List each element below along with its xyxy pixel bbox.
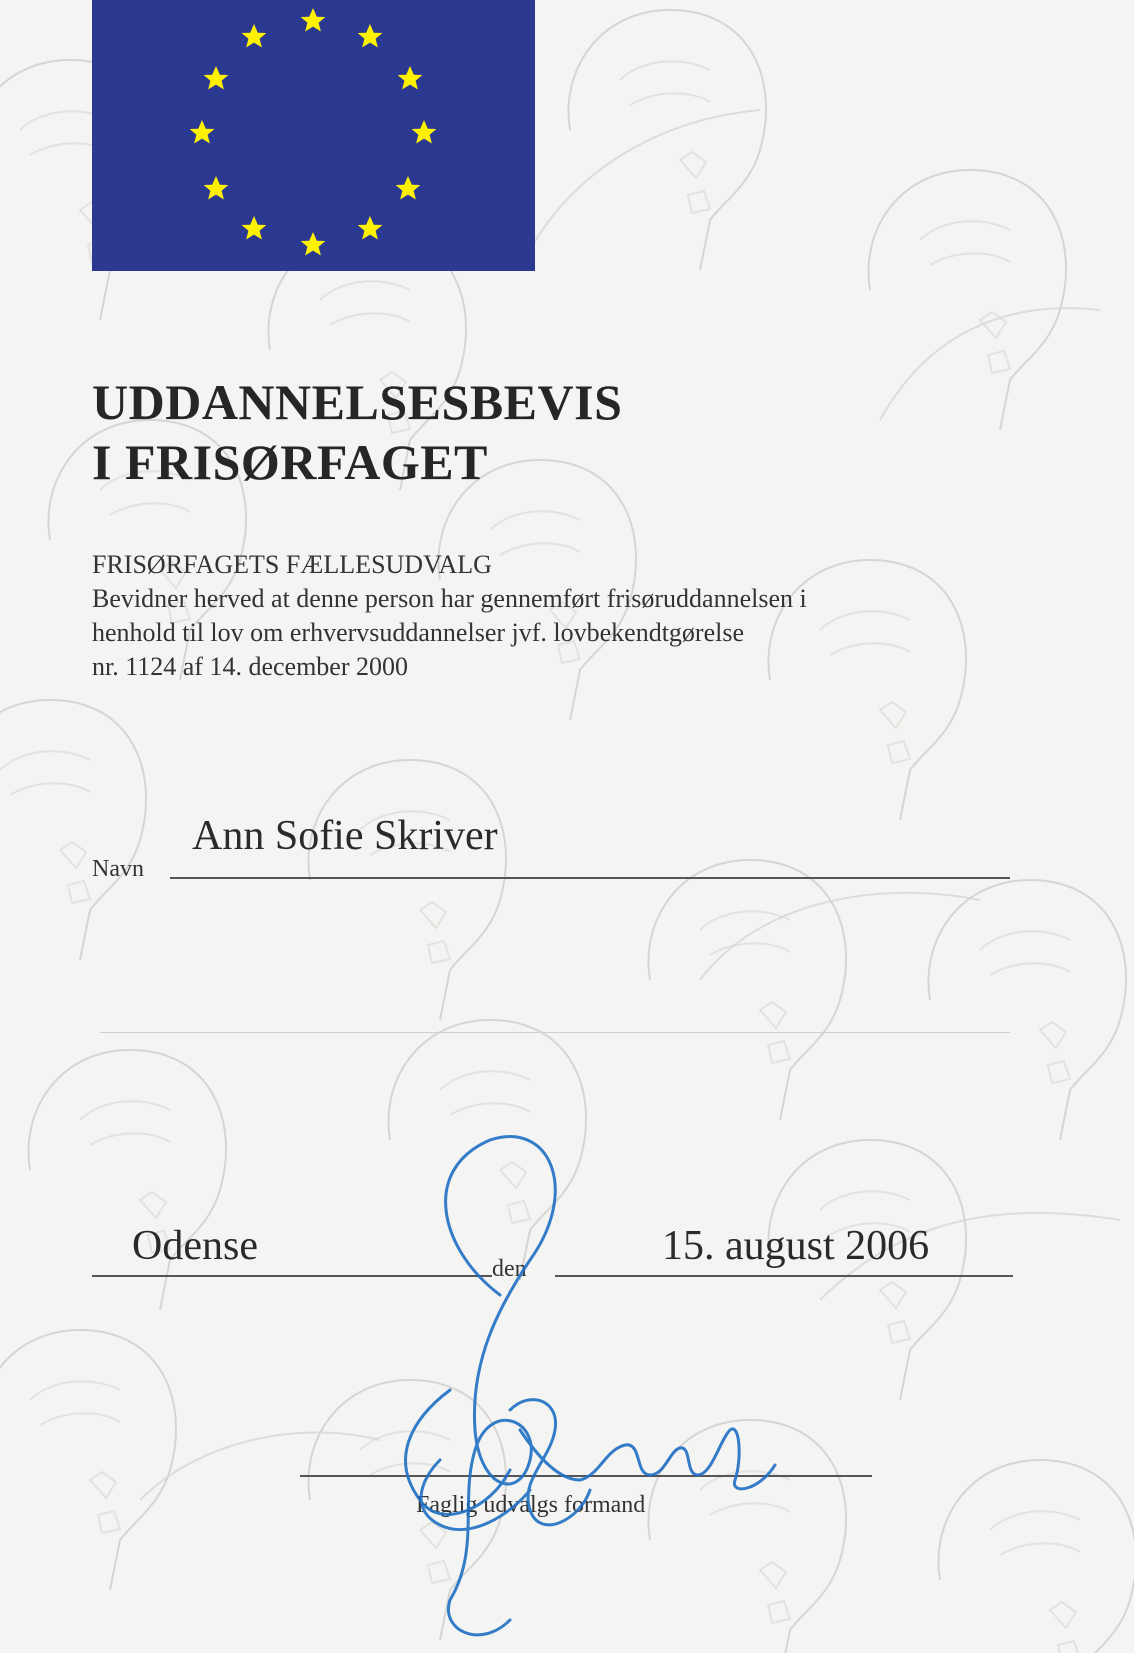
star-ring [190, 8, 437, 256]
signature-line [300, 1475, 872, 1477]
place-value: Odense [132, 1223, 258, 1269]
eu-flag [92, 0, 535, 271]
eu-stars [92, 0, 535, 271]
name-value: Ann Sofie Skriver [192, 813, 498, 859]
statement-line-3: nr. 1124 af 14. december 2000 [92, 652, 408, 681]
date-connector: den [492, 1256, 527, 1282]
name-underline [170, 877, 1010, 879]
place-underline [92, 1275, 492, 1277]
name-label: Navn [92, 856, 144, 882]
star-icon [204, 176, 229, 200]
certificate-statement [92, 548, 1032, 684]
title-line-2: I FRISØRFAGET [92, 434, 488, 490]
star-icon [301, 8, 326, 32]
star-icon [190, 120, 215, 144]
star-icon [412, 120, 437, 144]
star-icon [396, 176, 421, 200]
statement-line-1: Bevidner herved at denne person har gennemført frisøruddannelsen i [92, 584, 807, 613]
signature-caption: Faglig udvalgs formand [416, 1492, 646, 1518]
statement-line-2: henhold til lov om erhvervsuddannelser jvf. lovbekendtgørelse [92, 618, 745, 647]
title-line-1: UDDANNELSESBEVIS [92, 374, 623, 430]
star-icon [358, 24, 383, 48]
star-icon [301, 232, 326, 256]
date-underline [555, 1275, 1013, 1277]
star-icon [242, 216, 267, 240]
blank-line [100, 1032, 1010, 1033]
certificate-title [92, 372, 622, 492]
issuer-name: FRISØRFAGETS FÆLLESUDVALG [92, 550, 492, 579]
star-icon [358, 216, 383, 240]
star-icon [242, 24, 267, 48]
star-icon [398, 66, 423, 90]
star-icon [204, 66, 229, 90]
date-value: 15. august 2006 [662, 1223, 930, 1269]
